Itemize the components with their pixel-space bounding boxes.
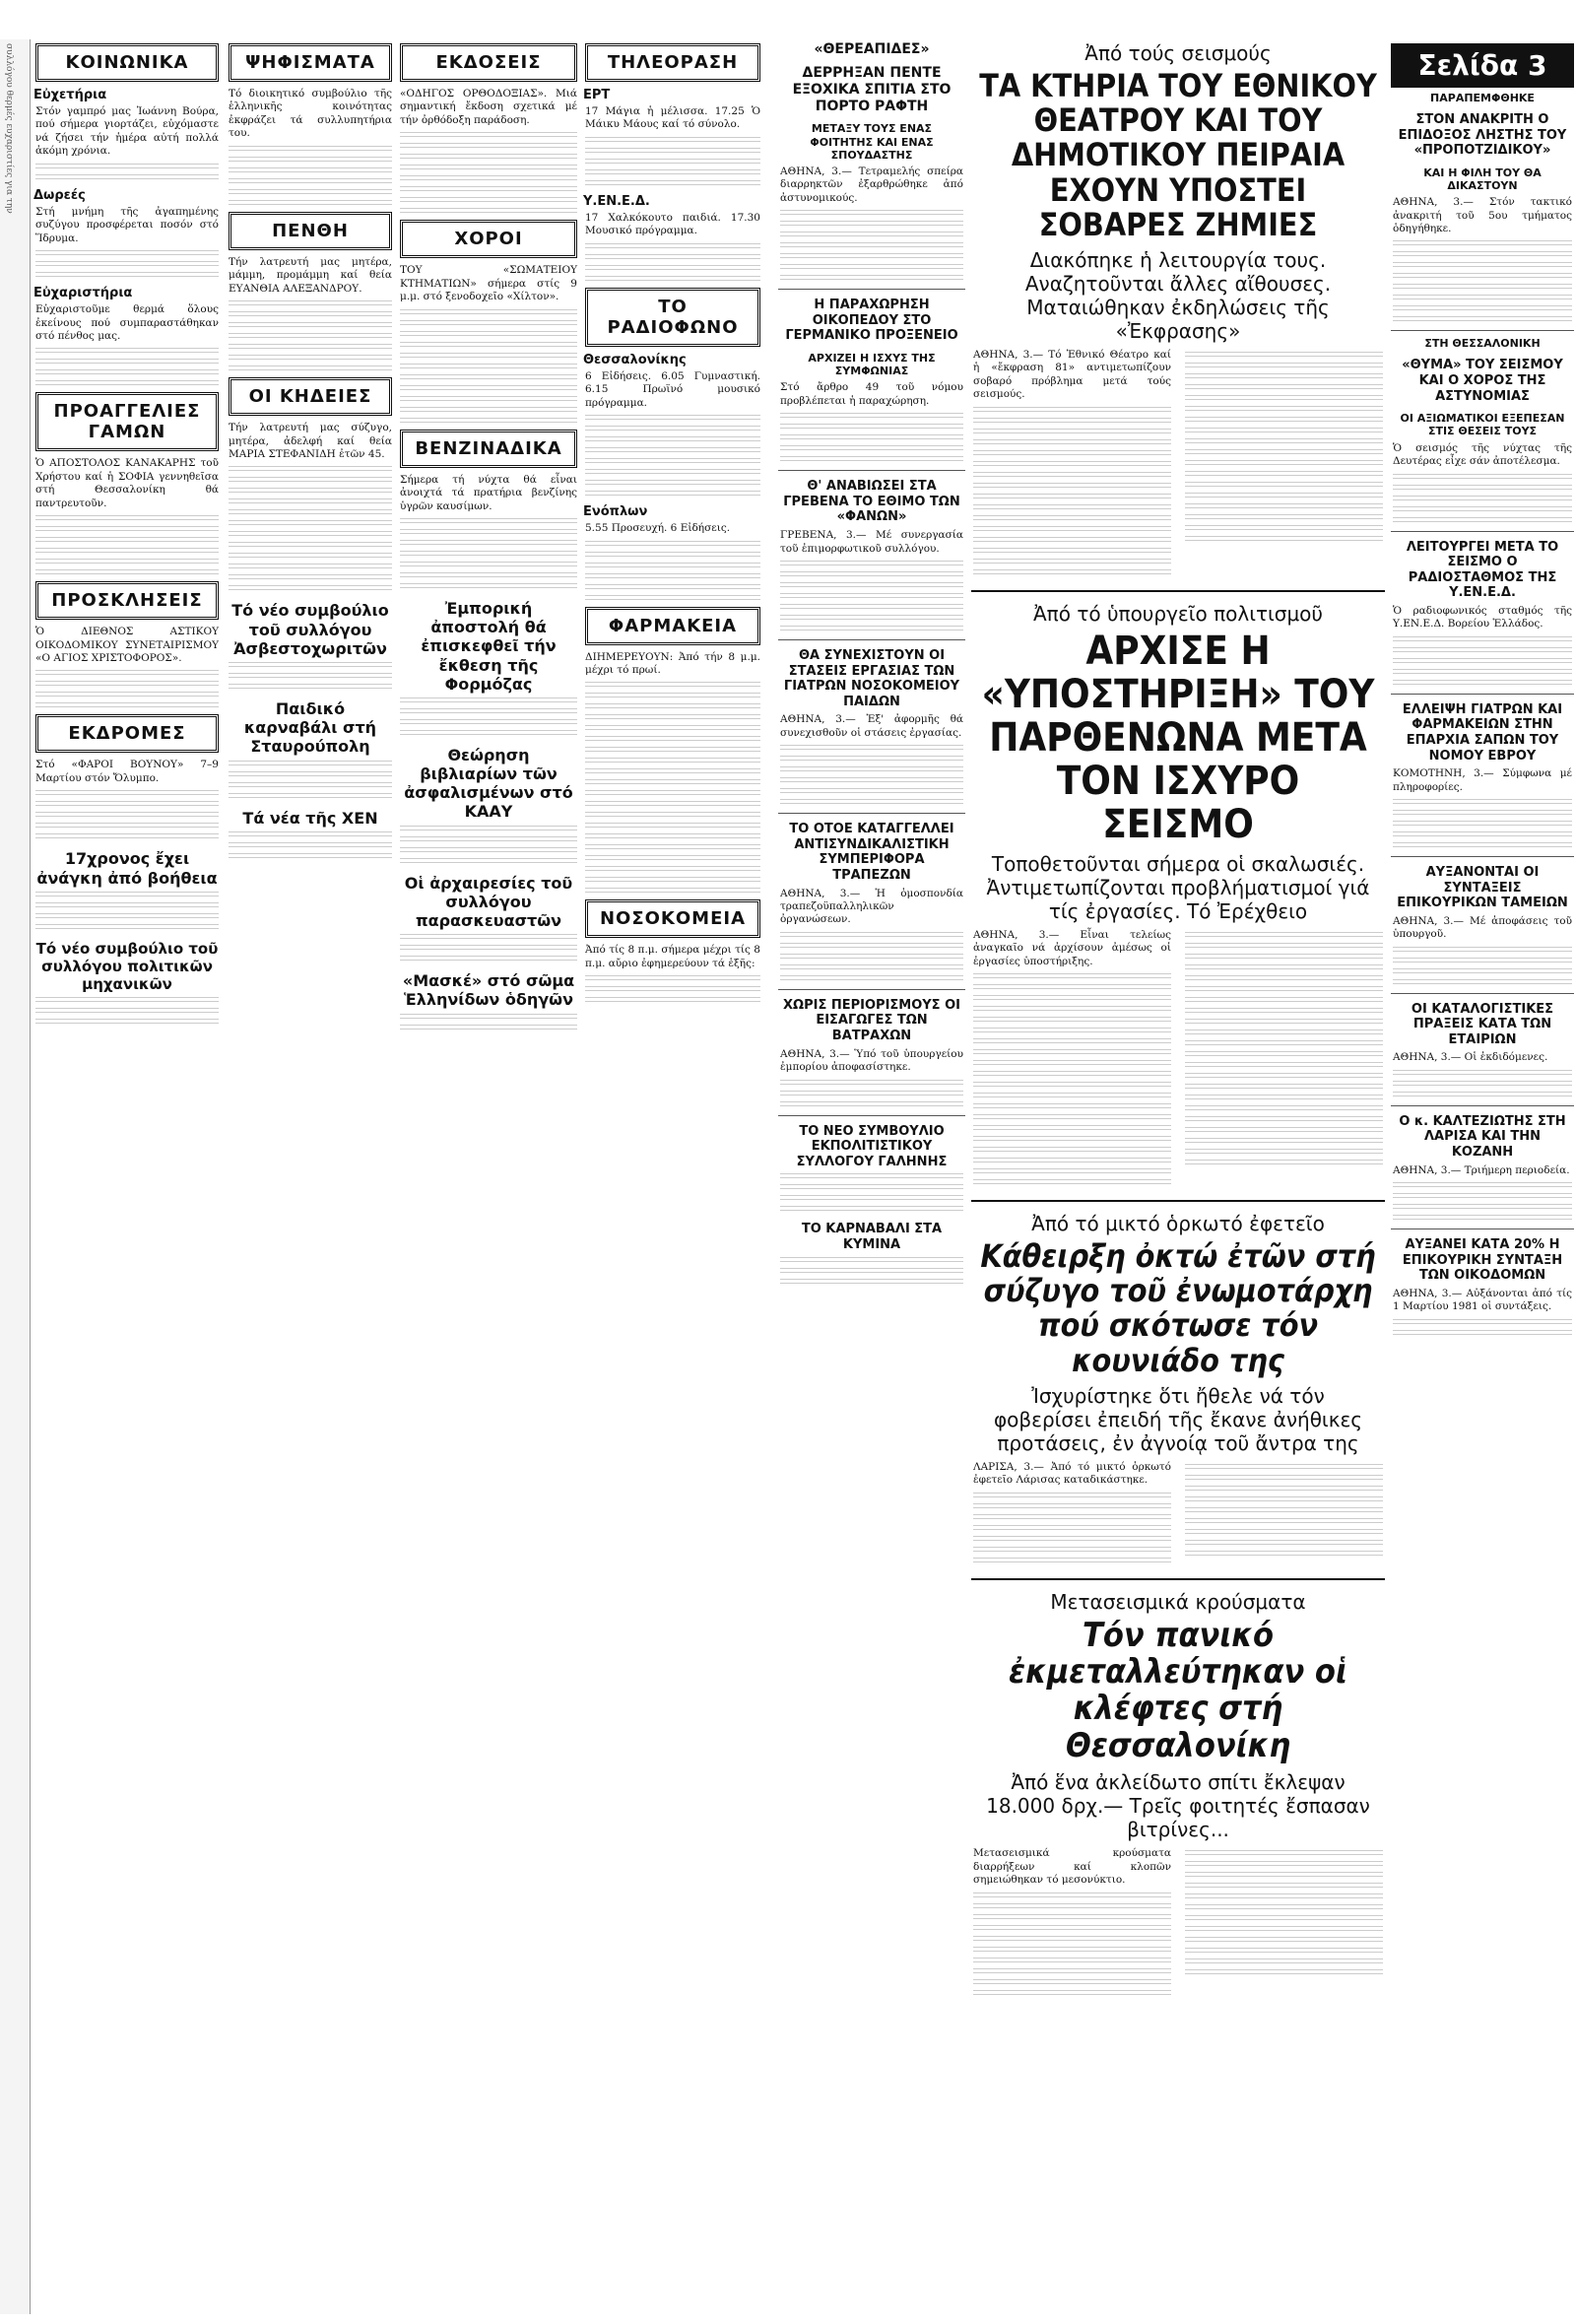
headline-pensions: ΑΥΞΑΝΟΝΤΑΙ ΟΙ ΣΥΝΤΑΞΕΙΣ ΕΠΙΚΟΥΡΙΚΩΝ ΤΑΜΕΙΩΝ <box>1397 865 1568 911</box>
text-doctors: ΑΘΗΝΑ, 3.— Ἐξ' ἀφορμῆς θά συνεχισθοῦν οἱ στάσεις ἐργασίας. <box>780 713 963 739</box>
text-ert: 17 Μάγια ἡ μέλισσα. 17.25 Ὁ Μάικυ Μάους καί τό σύνολο. <box>585 105 760 131</box>
text-grevena: ΓΡΕΒΕΝΑ, 3.— Μέ συνεργασία τοῦ ἐπιμορφωτικοῦ συλλόγου. <box>780 529 963 555</box>
text-invitations: Ὁ ΔΙΕΘΝΟΣ ΑΣΤΙΚΟΥ ΟΙΚΟΔΟΜΙΚΟΥ ΣΥΝΕΤΑΙΡΙΣΜΟΥ «Ο ΑΓΙΟΣ ΧΡΙΣΤΟΦΟΡΟΣ». <box>35 626 219 664</box>
sub-yened: Υ.ΕΝ.Ε.Δ. <box>583 193 650 209</box>
section-head-excursions: ΕΚΔΡΟΜΕΣ <box>35 714 219 753</box>
headline-police-dance: «ΘΥΜΑ» ΤΟΥ ΣΕΙΣΜΟΥ ΚΑΙ Ο ΧΟΡΟΣ ΤΗΣ ΑΣΤΥΝΟΜΙΑΣ <box>1402 358 1563 404</box>
story1-kicker: Ἀπό τούς σεισμούς <box>1084 41 1272 65</box>
headline-galini: ΤΟ ΝΕΟ ΣΥΜΒΟΥΛΙΟ ΕΚΠΟΛΙΤΙΣΤΙΚΟΥ ΣΥΛΛΟΓΟΥ ΓΑΛΗΝΗΣ <box>796 1123 948 1169</box>
section-head-radio: ΤΟ ΡΑΔΙΟΦΩΝΟ <box>585 288 760 347</box>
section-head-dances: ΧΟΡΟΙ <box>400 220 577 258</box>
headline-frogs: ΧΩΡΙΣ ΠΕΡΙΟΡΙΣΜΟΥΣ ΟΙ ΕΙΣΑΓΩΓΕΣ ΤΩΝ ΒΑΤΡΑΧΩΝ <box>783 997 960 1044</box>
section-head-tv: ΤΗΛΕΟΡΑΣΗ <box>585 43 760 82</box>
headline-engineers: Τό νέο συμβούλιο τοῦ συλλόγου πολιτικῶν μηχανικῶν <box>35 939 219 993</box>
sub-referred: ΠΑΡΑΠΕΜΦΘΗΚΕ <box>1430 92 1535 104</box>
headline-asvestochori: Τό νέο συμβούλιο τοῦ συλλόγου Ἀσβεστοχωριτῶν <box>231 601 389 658</box>
publications-column <box>398 39 579 2314</box>
headline-consulate: Η ΠΑΡΑΧΩΡΗΣΗ ΟΙΚΟΠΕΔΟΥ ΣΤΟ ΓΕΡΜΑΝΙΚΟ ΠΡΟΞΕΝΕΙΟ <box>785 298 958 344</box>
story3-deck: Ἰσχυρίστηκε ὅτι ἤθελε νά τόν φοβερίσει ἐπειδή τῆς ἔκανε ἀνήθικες προτάσεις, ἐν ἀγνοίᾳ τοῦ ἄντρα της <box>993 1383 1363 1455</box>
subhead-consulate: ΑΡΧΙΖΕΙ Η ΙΣΧΥΣ ΤΗΣ ΣΥΜΦΩΝΙΑΣ <box>808 352 936 378</box>
text-kaltezotis: ΑΘΗΝΑ, 3.— Τριήμερη περιοδεία. <box>1393 1163 1570 1176</box>
text-publications: «ΟΔΗΓΟΣ ΟΡΘΟΔΟΞΙΑΣ». Μιά σημαντική ἔκδοση σχετικά μέ τήν ὀρθόδοξη παράδοση. <box>400 88 577 126</box>
headline-carnival: Παιδικό καρναβάλι στή Σταυρούπολη <box>243 698 377 757</box>
section-head-hospitals: ΝΟΣΟΚΟΜΕΙΑ <box>585 899 760 938</box>
headline-porto-rafti: ΔΕΡΡΗΞΑΝ ΠΕΝΤΕ ΕΞΟΧΙΚΑ ΣΠΙΤΙΑ ΣΤΟ ΠΟΡΤΟ ΡΑΦΤΗ <box>792 65 952 114</box>
story4-kicker: Μετασεισμικά κρούσματα <box>1050 1589 1306 1614</box>
headline-kaay: Θεώρηση βιβλιαρίων τῶν ἀσφαλισμένων στό ΚΑΑΥ <box>404 745 573 822</box>
section-head-funerals: ΟΙ ΚΗΔΕΙΕΣ <box>229 377 392 416</box>
text-radio-thess: 6 Εἰδήσεις. 6.05 Γυμναστική. 6.15 Πρωϊνό μουσικό πρόγραμμα. <box>585 369 760 409</box>
section-head-publications: ΕΚΔΟΣΕΙΣ <box>400 43 577 82</box>
story1-deck: Διακόπηκε ἡ λειτουργία τους. Αναζητοῦνται ἄλλες αἴθουσες. Ματαιώθηκαν ἐκδηλώσεις τῆς «Ἐκφρασης» <box>1024 247 1332 343</box>
main-stories-column <box>971 39 1385 2314</box>
headline-grevena: Θ' ΑΝΑΒΙΩΣΕΙ ΣΤΑ ΓΡΕΒΕΝΑ ΤΟ ΕΘΙΜΟ ΤΩΝ «ΦΑΝΩΝ» <box>783 479 960 525</box>
text-resolutions: Τό διοικητικό συμβούλιο τῆς ἑλληνικῆς κοινότητας ἐκφράζει τά συλλυπητήρια του. <box>229 88 392 140</box>
text-robber: ΑΘΗΝΑ, 3.— Στόν τακτικό ἀνακριτή τοῦ 5ου τμήματος ὁδηγήθηκε. <box>1393 196 1572 235</box>
right-column <box>1391 39 1574 2314</box>
story4-deck: Ἀπό ἕνα ἀκλείδωτο σπίτι ἔκλεψαν 18.000 δρχ.— Τρεῖς φοιτητές ἔσπασαν βιτρίνες... <box>986 1770 1370 1842</box>
text-doctor-shortage: ΚΟΜΟΤΗΝΗ, 3.— Σύμφωνα μέ πληροφορίες. <box>1393 767 1572 793</box>
headline-kymina: ΤΟ ΚΑΡΝΑΒΑΛΙ ΣΤΑ ΚΥΜΙΝΑ <box>801 1222 943 1252</box>
sub-thessaloniki-news: ΣΤΗ ΘΕΣΣΑΛΟΝΙΚΗ <box>1424 337 1541 351</box>
text-thanks: Εὐχαριστοῦμε θερμά ὅλους ἐκείνους πού συμπαραστάθηκαν στό πένθος μας. <box>35 303 219 342</box>
headline-builders-pension: ΑΥΞΑΝΕΙ ΚΑΤΑ 20% Η ΕΠΙΚΟΥΡΙΚΗ ΣΥΝΤΑΞΗ ΤΩΝ ΟΙΚΟΔΟΜΩΝ <box>1402 1237 1563 1284</box>
text-funerals: Τήν λατρευτή μας σύζυγο, μητέρα, ἀδελφή καί θεία ΜΑΡΙΑ ΣΤΕΦΑΝΙΔΗ ἐτῶν 45. <box>229 422 392 460</box>
text-petrol: Σήμερα τή νύχτα θά εἶναι ἀνοιχτά τά πρατήρια βενζίνης ὑγρῶν καυσίμων. <box>400 473 577 512</box>
headline-otoe: ΤΟ ΟΤΟΕ ΚΑΤΑΓΓΕΛΛΕΙ ΑΝΤΙΣΥΝΔΙΚΑΛΙΣΤΙΚΗ ΣΥΜΠΕΡΙΦΟΡΑ ΤΡΑΠΕΖΩΝ <box>789 822 954 883</box>
sub-ert: ΕΡΤ <box>583 88 611 102</box>
section-head-mourning: ΠΕΝΘΗ <box>229 212 392 250</box>
story4-text: Μετασεισμικά κρούσματα διαρρήξεων καί κλοπῶν σημειώθηκαν τό μεσονύκτιο. <box>973 1847 1171 1887</box>
story3-headline: Κάθειρξη ὀκτώ ἐτῶν στή σύζυγο τοῦ ἐνωμοτάρχη πού σκότωσε τόν κουνιάδο της <box>980 1237 1376 1379</box>
headline-radio-station: ΛΕΙΤΟΥΡΓΕΙ ΜΕΤΑ ΤΟ ΣΕΙΣΜΟ Ο ΡΑΔΙΟΣΤΑΘΜΟΣ ΤΗΣ Υ.ΕΝ.Ε.Δ. <box>1406 539 1559 601</box>
headline-companies: ΟΙ ΚΑΤΑΛΟΓΙΣΤΙΚΕΣ ΠΡΑΞΕΙΣ ΚΑΤΑ ΤΩΝ ΕΤΑΙΡΙΩΝ <box>1411 1001 1554 1047</box>
story4-body <box>971 1847 1385 2000</box>
section-head-invitations: ΠΡΟΣΚΛΗΣΕΙΣ <box>35 581 219 620</box>
story1-body <box>971 349 1385 580</box>
text-weddings: Ὁ ΑΠΟΣΤΟΛΟΣ ΚΑΝΑΚΑΡΗΣ τοῦ Χρήστου καί ἡ ΣΟΦΙΑ γεννηθεῖσα στή Θεσσαλονίκη θά παντρευτοῦν. <box>35 457 219 509</box>
headline-doctor-shortage: ΕΛΛΕΙΨΗ ΓΙΑΤΡΩΝ ΚΑΙ ΦΑΡΜΑΚΕΙΩΝ ΣΤΗΝ ΕΠΑΡΧΙΑ ΣΑΠΩΝ ΤΟΥ ΝΟΜΟΥ ΕΒΡΟΥ <box>1402 701 1563 764</box>
headline-doctors: ΘΑ ΣΥΝΕΧΙΣΤΟΥΝ ΟΙ ΣΤΑΣΕΙΣ ΕΡΓΑΣΙΑΣ ΤΩΝ ΓΙΑΤΡΩΝ ΝΟΣΟΚΟΜΕΙΟΥ ΠΑΙΔΩΝ <box>783 647 960 709</box>
story2-body <box>971 929 1385 1190</box>
edge-text: συλλόγου θερμές ευχαριστίες για την <box>4 43 14 214</box>
story2-kicker: Ἀπό τό ὑπουργεῖο πολιτισμοῦ <box>1033 601 1323 626</box>
section-head-pharmacies: ΦΑΡΜΑΚΕΙΑ <box>585 607 760 645</box>
headline-xen: Τά νέα τῆς ΧΕΝ <box>242 808 378 828</box>
headline-robber: ΣΤΟΝ ΑΝΑΚΡΙΤΗ Ο ΕΠΙΔΟΞΟΣ ΛΗΣΤΗΣ ΤΟΥ «ΠΡΟΠΟΤΖΙΔΙΚΟΥ» <box>1398 112 1567 159</box>
story2-headline: ΑΡΧΙΣΕ Η «ΥΠΟΣΤΗΡΙΞΗ» ΤΟΥ ΠΑΡΘΕΝΩΝΑ ΜΕΤΑ ΤΟΝ ΙΣΧΥΡΟ ΣΕΙΣΜΟ <box>981 628 1375 847</box>
news-column <box>778 39 965 2314</box>
sub-donations: Δωρεές <box>33 187 86 203</box>
text-yened: 17 Χαλκόκουτο παιδιά. 17.30 Μουσικό πρόγραμμα. <box>585 211 760 237</box>
page-label: Σελίδα 3 <box>1391 43 1574 88</box>
sub-thanks: Εὐχαριστήρια <box>33 286 133 301</box>
text-police-dance: Ὁ σεισμός τῆς νύχτας τῆς Δευτέρας εἶχε σάν ἀποτέλεσμα. <box>1393 441 1572 468</box>
story4-headline: Τόν πανικό ἐκμεταλλεύτηκαν οἱ κλέφτες στή Θεσσαλονίκη <box>1009 1615 1347 1765</box>
section-head-resolutions: ΨΗΦΙΣΜΑΤΑ <box>229 43 392 82</box>
text-armed: 5.55 Προσευχή. 6 Εἰδήσεις. <box>585 522 731 535</box>
story1-text: ΑΘΗΝΑ, 3.— Τό Ἐθνικό Θέατρο καί ἡ «ἔκφραση 81» αντιμετωπίζουν σοβαρό πρόβλημα μετά τούς σεισμούς. <box>973 348 1171 401</box>
social-column <box>33 39 221 2314</box>
text-builders-pension: ΑΘΗΝΑ, 3.— Αὐξάνονται ἀπό τίς 1 Μαρτίου 1981 οἱ συντάξεις. <box>1393 1287 1572 1313</box>
story3-text: ΛΑΡΙΣΑ, 3.— Ἀπό τό μικτό ὁρκωτό ἐφετεῖο Λάρισας καταδικάστηκε. <box>973 1460 1171 1487</box>
text-pharmacies: ΔΙΗΜΕΡΕΥΟΥΝ: Ἀπό τήν 8 μ.μ. μέχρι τό πρωί. <box>585 650 760 676</box>
subhead-porto-rafti: ΜΕΤΑΞΥ ΤΟΥΣ ΕΝΑΣ ΦΟΙΤΗΤΗΣ ΚΑΙ ΕΝΑΣ ΣΠΟΥΔΑΣΤΗΣ <box>810 122 934 162</box>
text-donations: Στή μνήμη τῆς ἀγαπημένης συζύγου προσφέρεται ποσόν στό Ἵδρυμα. <box>35 205 219 244</box>
text-dances: ΤΟΥ «ΣΩΜΑΤΕΙΟΥ ΚΤΗΜΑΤΙΩΝ» σήμερα στίς 9 μ.μ. στό ξενοδοχεῖο «Χίλτον». <box>400 264 577 303</box>
text-otoe: ΑΘΗΝΑ, 3.— Ἡ ὁμοσπονδία τραπεζοϋπαλληλικῶν ὀργανώσεων. <box>780 887 963 926</box>
sub-thessaloniki: Θεσσαλονίκης <box>583 352 687 367</box>
text-consulate: Στό ἄρθρο 49 τοῦ νόμου προβλέπεται ἡ παραχώρηση. <box>780 381 963 407</box>
text-wishes: Στόν γαμπρό μας Ἰωάννη Βούρα, πού σήμερα γιορτάζει, εὐχόμαστε νά ζήσει τήν ἡμέρα αὐτή πολλά ἀκόμη χρόνια. <box>35 105 219 158</box>
text-frogs: ΑΘΗΝΑ, 3.— Ὑπό τοῦ ὑπουργείου ἐμπορίου ἀποφασίστηκε. <box>780 1047 963 1074</box>
text-pensions: ΑΘΗΝΑ, 3.— Μέ ἀποφάσεις τοῦ ὑπουργοῦ. <box>1393 914 1572 941</box>
text-hospitals: Ἀπό τίς 8 π.μ. σήμερα μέχρι τίς 8 π.μ. αὔριο ἐφημερεύουν τά ἑξῆς: <box>585 944 760 969</box>
section-head-social: ΚΟΙΝΩΝΙΚΑ <box>35 43 219 82</box>
headline-elections: Οἱ ἀρχαιρεσίες τοῦ συλλόγου παρασκευαστῶν <box>404 873 573 930</box>
headline-17yo: 17χρονος ἔχει ἀνάγκη ἀπό βοήθεια <box>36 849 218 888</box>
text-companies: ΑΘΗΝΑ, 3.— Οἱ ἐκδιδόμενες. <box>1393 1051 1548 1064</box>
subhead-police-dance: ΟΙ ΑΞΙΩΜΑΤΙΚΟΙ ΕΞΕΠΕΣΑΝ ΣΤΙΣ ΘΕΣΕΙΣ ΤΟΥΣ <box>1400 412 1565 438</box>
headline-kaltezotis: Ο κ. ΚΑΛΤΕΖΙΩΤΗΣ ΣΤΗ ΛΑΡΙΣΑ ΚΑΙ ΤΗΝ ΚΟΖΑΝΗ <box>1399 1113 1566 1161</box>
section-head-weddings: ΠΡΟΑΓΓΕΛΙΕΣ ΓΑΜΩΝ <box>35 392 219 451</box>
left-edge-column <box>0 39 31 2314</box>
headline-trade-mission: Ἐμπορική ἀποστολή θά ἐπισκεφθεῖ τήν ἔκθεση τῆς Φορμόζας <box>421 598 557 694</box>
text-excursions: Στό «ΦΑΡΟΙ ΒΟΥΝΟΥ» 7–9 Μαρτίου στόν Ὄλυμπο. <box>35 759 219 784</box>
sub-armed: Ενόπλων <box>583 504 648 520</box>
story3-kicker: Ἀπό τό μικτό ὁρκωτό ἐφετεῖο <box>1031 1212 1325 1235</box>
story2-deck: Τοποθετοῦνται σήμερα οἱ σκαλωσιές. Ἀντιμετωπίζονται προβλήματισμοί γιά τίς ἐργασίες. Τό Ἐρέχθειο <box>986 851 1370 923</box>
section-head-petrol: ΒΕΝΖΙΝΑΔΙΚΑ <box>400 430 577 468</box>
story2-text: ΑΘΗΝΑ, 3.— Εἶναι τελείως ἀναγκαῖο νά ἀρχίσουν ἀμέσως οἱ ἐργασίες ὑποστήριξης. <box>973 928 1171 967</box>
subhead-robber: ΚΑΙ Η ΦΙΛΗ ΤΟΥ ΘΑ ΔΙΚΑΣΤΟΥΝ <box>1423 166 1542 192</box>
headline-guides: «Μασκέ» στό σῶμα Ἑλληνίδων ὁδηγῶν <box>402 971 575 1010</box>
text-radio-station: Ὁ ραδιοφωνικός σταθμός τῆς Υ.ΕΝ.Ε.Δ. Βορείου Ἑλλάδος. <box>1393 604 1572 631</box>
lead-kicker: «ΘΕΡΕΑΠΙΔΕΣ» <box>814 41 930 57</box>
text-mourning: Τήν λατρευτή μας μητέρα, μάμμη, προμάμμη καί θεία ΕΥΑΝΘΙΑ ΑΛΕΞΑΝΔΡΟΥ. <box>229 255 392 295</box>
story1-headline: ΤΑ ΚΤΗΡΙΑ ΤΟΥ ΕΘΝΙΚΟΥ ΘΕΑΤΡΟΥ ΚΑΙ ΤΟΥ ΔΗΜΟΤΙΚΟΥ ΠΕΙΡΑΙΑ ΕΧΟΥΝ ΥΠΟΣΤΕΙ ΣΟΒΑΡΕΣ ΖΗΜΙΕΣ <box>979 67 1377 243</box>
sub-wishes: Εὐχετήρια <box>33 88 107 102</box>
story3-body <box>971 1461 1385 1568</box>
text-porto-rafti: ΑΘΗΝΑ, 3.— Τετραμελής σπείρα διαρρηκτῶν ἐξαρθρώθηκε ἀπό ἀστυνομικούς. <box>780 165 963 204</box>
resolutions-column <box>227 39 394 2314</box>
tv-radio-column <box>583 39 762 2314</box>
